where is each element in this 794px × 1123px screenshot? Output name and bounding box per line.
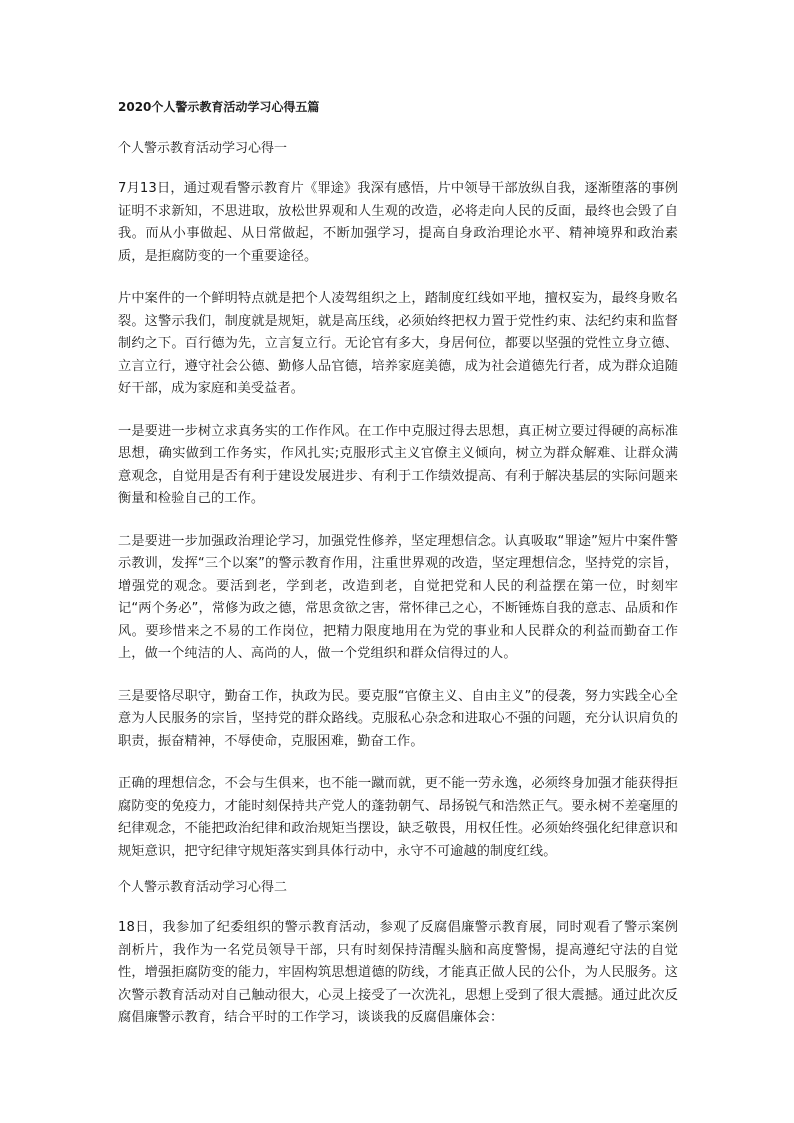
section-heading-2: 个人警示教育活动学习心得二 <box>118 880 288 895</box>
paragraph: 一是要进一步树立求真务实的工作作风。在工作中克服过得去思想，真正树立要过得硬的高标准思想，确实做到工作务实，作风扎实;克服形式主义官僚主义倾向，树立为群众解难、让群众满意观念，自觉用是否有利于建设发展进步、有利于工作绩效提高、有利于解决基层的实际问题来衡量和检验自己的工作。 <box>118 423 678 506</box>
paragraph: 片中案件的一个鲜明特点就是把个人凌驾组织之上，踏制度红线如平地，擅权妄为，最终身败名裂。这警示我们，制度就是规矩，就是高压线，必须始终把权力置于党性约束、法纪约束和监督制约之下。百行德为先，立言复立行。无论官有多大，身居何位，都要以坚强的党性立身立德、立言立行，遵守社会公德、勤修人品官德，培养家庭美德，成为社会道德先行者，成为群众追随好干部，成为家庭和美受益者。 <box>118 291 678 396</box>
paragraph: 正确的理想信念，不会与生俱来，也不能一蹴而就，更不能一劳永逸，必须终身加强才能获得拒腐防变的免疫力，才能时刻保持共产党人的蓬勃朝气、昂扬锐气和浩然正气。要永树不差毫厘的纪律观念，不能把政治纪律和政治规矩当摆设，缺乏敬畏，用权任性。必须始终强化纪律意识和规矩意识，把守纪律守规矩落实到具体行动中，永守不可逾越的制度红线。 <box>118 776 678 859</box>
section-heading-1: 个人警示教育活动学习心得一 <box>118 141 288 156</box>
paragraph: 18日，我参加了纪委组织的警示教育活动，参观了反腐倡廉警示教育展，同时观看了警示案例剖析片，我作为一名党员领导干部，只有时刻保持清醒头脑和高度警惕，提高遵纪守法的自觉性，增强拒腐防变的能力，牢固构筑思想道德的防线，才能真正做人民的公仆，为人民服务。这次警示教育活动对自己触动很大，心灵上接受了一次洗礼，思想上受到了很大震撼。通过此次反腐倡廉警示教育，结合平时的工作学习，谈谈我的反腐倡廉体会： <box>118 920 678 1025</box>
document-title: 2020个人警示教育活动学习心得五篇 <box>118 100 320 114</box>
paragraph: 三是要恪尽职守，勤奋工作，执政为民。要克服“官僚主义、自由主义”的侵袭，努力实践全心全意为人民服务的宗旨，坚持党的群众路线。克服私心杂念和进取心不强的问题，充分认识肩负的职责，振奋精神，不辱使命，克服困难，勤奋工作。 <box>118 688 678 749</box>
document-page <box>118 98 678 1050</box>
paragraph: 二是要进一步加强政治理论学习，加强党性修养，坚定理想信念。认真吸取“罪途”短片中案件警示教训，发挥“三个以案”的警示教育作用，注重世界观的改造，坚定理想信念，坚持党的宗旨，增强党的观念。要活到老，学到老，改造到老，自觉把党和人民的利益摆在第一位，时刻牢记“两个务必”，常修为政之德，常思贪欲之害，常怀律己之心，不断锤炼自我的意志、品质和作风。要珍惜来之不易的工作岗位，把精力限度地用在为党的事业和人民群众的利益而勤奋工作上，做一个纯洁的人、高尚的人，做一个党组织和群众信得过的人。 <box>118 533 678 661</box>
paragraph: 7月13日，通过观看警示教育片《罪途》我深有感悟，片中领导干部放纵自我，逐渐堕落的事例证明不求新知，不思进取，放松世界观和人生观的改造，必将走向人民的反面，最终也会毁了自我。而从小事做起、从日常做起，不断加强学习，提高自身政治理论水平、精神境界和政治素质，是拒腐防变的一个重要途径。 <box>118 181 678 264</box>
